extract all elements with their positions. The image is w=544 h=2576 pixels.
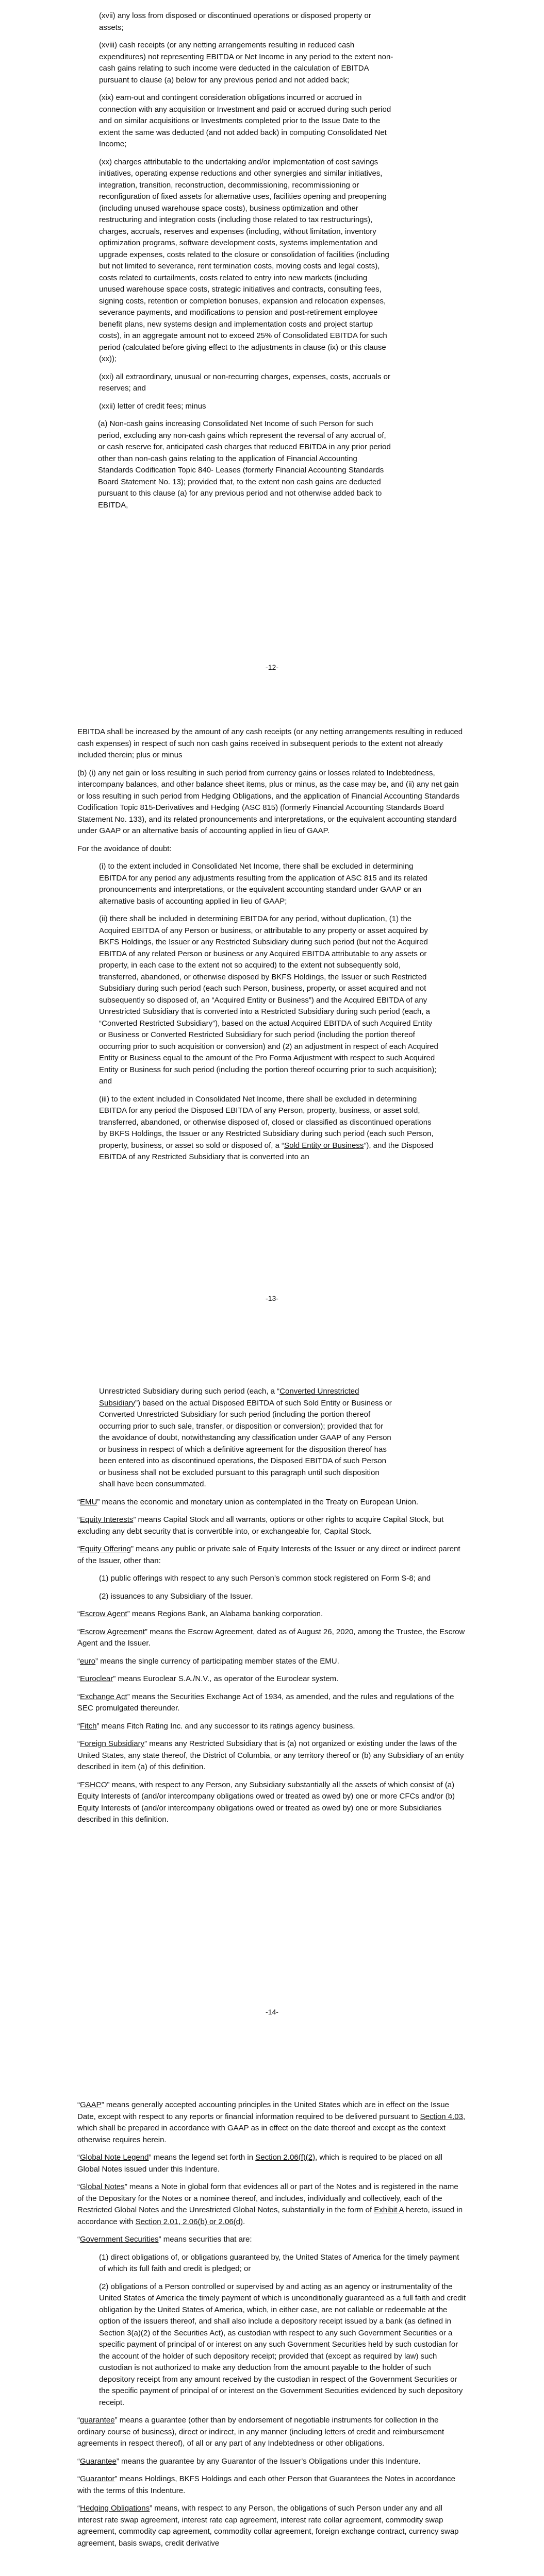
def-escrow-agent: “Escrow Agent” means Regions Bank, an Alabama banking corporation. (77, 1609, 323, 1618)
gov-securities-1: (1) direct obligations of, or obligations guaranteed by, the United States of America for the timely payment of which its full faith and credit is pledged; or (99, 2252, 459, 2273)
clause-xx: (xx) charges attributable to the undertaking and/or implementation of cost savings initiatives, operating expense reductions and other synergies and similar initiatives, integration, transition, reconstruction, decommissioning, recommissioning or reconfiguration of fixed assets for alternative uses, facilities opening and preopening (including unused warehouse space costs), business optimization and other restructuring and integration costs (including those related to tax restructurings), charges, accruals, reserves and expenses (including, without limitation, inventory optimization programs, software development costs, systems implementation and upgrade expenses, costs related to the closure or consolidation of facilities (including but not limited to severance, rent termination costs, moving costs and legal costs), costs related to curtailments, costs related to entry into new markets (including unused warehouse space costs, strategic initiatives and contracts, consulting fees, signing costs, retention or completion bonuses, expansion and relocation expenses, severance payments, and modifications to pension and post-retirement employee benefit plans, new systems design and implementation costs and project startup costs), in an aggregate amount not to exceed 25% of Consolidated EBITDA for such period (calculated before giving effect to the adjustments in clause (ix) or this clause (xx)); (99, 157, 389, 363)
term-equity-offering: Equity Offering (80, 1545, 131, 1553)
def-gaap-start: ” means generally accepted accounting principles in the United States which are in effect on the Issue Date, except with respect to any reports or financial information required to be delivered pursuant to (77, 2100, 449, 2121)
def-euroclear: “Euroclear” means Euroclear S.A./N.V., as operator of the Euroclear system. (77, 1674, 339, 1683)
equity-offering-2: (2) issuances to any Subsidiary of the Issuer. (99, 1591, 253, 1601)
clause-xxii: (xxii) letter of credit fees; minus (99, 401, 206, 411)
def-gn-start: ” means a Note in global form that evidences all or part of the Notes and is registered in the name of the Depositary for the Notes or a nominee thereof, and includes, individually and collectively, each of the Restricted Global Notes and the Unrestricted Global Notes, substantially in the form of (77, 2182, 458, 2214)
clause-xviii: (xviii) cash receipts (or any netting arrangements resulting in reduced cash expenditures) not representing EBITDA or Net Income in any period to the extent non-cash gains relating to such income were deducted in the calculation of EBITDA pursuant to clause (a) below for any previous period and not added back; (99, 41, 393, 84)
def-fshco: “FSHCO” means, with respect to any Person, any Subsidiary substantially all the assets of which consist of (a) Equity Interests of (and/or intercompany obligations owed or treated as owed by) one or more CFCs and/or (b) Equity Interests of (and/or intercompany obligations owed or treated as owed by) one or more Subsidiaries described in this definition. (77, 1780, 455, 1824)
def-equity-offering: “Equity Offering” means any public or private sale of Equity Interests of the Issuer or any direct or indirect parent of the Issuer, other than: (77, 1545, 460, 1565)
def-guarantor-text: ” means Holdings, BKFS Holdings and each other Person that Guarantees the Notes in accordance with the terms of this Indenture. (77, 2475, 455, 2495)
def-escrow-agent-text: ” means Regions Bank, an Alabama banking corporation. (127, 1609, 323, 1618)
page-13 (0, 726, 544, 1170)
def-euro-text: ” means the single currency of participating member states of the EMU. (95, 1656, 339, 1666)
def-guarantee: “Guarantee” means the guarantee by any Guarantor of the Issuer’s Obligations under this Indenture. (77, 2456, 421, 2466)
def-exchange-act-text: ” means the Securities Exchange Act of 1934, as amended, and the rules and regulations of the SEC promulgated thereunder. (77, 1692, 454, 1713)
clause-xxi: (xxi) all extraordinary, unusual or non-recurring charges, expenses, costs, accruals or reserves; and (99, 372, 390, 393)
defined-term-converted-unrestricted: Converted Unrestricted Subsidiary (99, 1387, 359, 1408)
page-number-14: -14- (266, 2008, 278, 2016)
clause-iii-start: (iii) to the extent included in Consolidated Net Income, there shall be excluded in determining EBITDA for any period the Disposed EBITDA of any Person, property, business, or asset sold, transferred, abandoned, or otherwise disposed of, closed or classified as discontinued operations by BKFS Holdings, the Issuer or any Restricted Subsidiary during such period (each such Person, property, business, or asset so sold or disposed of, a “ (99, 1094, 434, 1150)
term-escrow-agreement: Escrow Agreement (80, 1627, 145, 1636)
page-number-13: -13- (266, 1294, 278, 1302)
term-fshco: FSHCO (80, 1780, 107, 1789)
def-euroclear-text: ” means Euroclear S.A./N.V., as operator of the Euroclear system. (113, 1674, 339, 1683)
term-guarantee: Guarantee (80, 2456, 117, 2466)
def-foreign-subsidiary-text: ” means any Restricted Subsidiary that is (a) not organized or existing under the laws of the United States, any state thereof, the District of Columbia, or any territory thereof or (b) any Subsidiary of an entity described in item (a) of this definition. (77, 1739, 464, 1771)
term-euroclear: Euroclear (80, 1674, 113, 1683)
def-government-securities: “Government Securities” means securities that are: (77, 2235, 252, 2244)
term-escrow-agent: Escrow Agent (80, 1609, 127, 1618)
term-global-note-legend: Global Note Legend (80, 2153, 149, 2162)
def-escrow-agreement: “Escrow Agreement” means the Escrow Agreement, dated as of August 26, 2020, among the Trustee, the Escrow Agent and the Issuer. (77, 1627, 465, 1648)
clause-xix: (xix) earn-out and contingent consideration obligations incurred or accrued in connection with any acquisition or Investment and paid or accrued during such period and on similar acquisitions or Investments completed prior to the Issue Date to the extent the same was deducted (and not added back) in computing Consolidated Net Income; (99, 93, 391, 148)
term-hedging-obligations: Hedging Obligations (80, 2504, 150, 2513)
def-global-note-legend: “Global Note Legend” means the legend set forth in Section 2.06(f)(2), which is required to be placed on all Global Notes issued under this Indenture. (77, 2153, 442, 2174)
term-guarantee-lower: guarantee (80, 2416, 115, 2425)
ref-section-4-03: Section 4.03 (420, 2112, 463, 2121)
term-government-securities: Government Securities (80, 2235, 159, 2244)
clause-ii: (ii) there shall be included in determining EBITDA for any period, without duplication, (1) the Acquired EBITDA of any Person or business, or attributable to any property or asset acquired by BKFS Holdings, the Issuer or any Restricted Subsidiary during such period (but not the Acquired EBITDA of any related Person or business or any Acquired EBITDA attributable to any assets or property, in each case to the extent not so acquired) to the extent not subsequently sold, transferred, abandoned, or otherwise disposed by BKFS Holdings, the Issuer or such Restricted Subsidiary during such period (each such Person, business, property, or asset acquired and not subsequently so disposed of, an “Acquired Entity or Business”) and the Acquired EBITDA of any Unrestricted Subsidiary that is converted into a Restricted Subsidiary during such period (each, a “Converted Restricted Subsidiary”), based on the actual Acquired EBITDA of such Acquired Entity or Business or Converted Restricted Subsidiary for such period (including the portion thereof occurring prior to such acquisition or conversion) and (2) an adjustment in respect of each Acquired Entity or Business equal to the amount of the Pro Forma Adjustment with respect to such Acquired Entity or Business for such period (including the portion thereof occurring prior to such acquisition); and (99, 914, 438, 1086)
def-hedging-obligations: “Hedging Obligations” means, with respect to any Person, the obligations of such Person under any and all interest rate swap agreement, interest rate cap agreement, interest rate collar agreement, commodity swap agreement, commodity cap agreement, commodity collar agreement, foreign exchange contract, currency swap agreement, basis swaps, credit derivative (77, 2504, 459, 2548)
def-guarantee-text: ” means the guarantee by any Guarantor of the Issuer’s Obligations under this Indenture. (116, 2456, 421, 2466)
term-exchange-act: Exchange Act (80, 1692, 127, 1701)
def-emu-text: ” means the economic and monetary union as contemplated in the Treaty on European Union. (97, 1497, 419, 1506)
term-equity-interests: Equity Interests (80, 1515, 134, 1524)
def-hedging-text: ” means, with respect to any Person, the obligations of such Person under any and all interest rate swap agreement, interest rate cap agreement, interest rate collar agreement, commodity swap agreement, commodity cap agreement, commodity collar agreement, foreign exchange contract, currency swap agreement, basis swaps, credit derivative (77, 2504, 459, 2548)
ref-sections-2-01: Section 2.01, 2.06(b) or 2.06(d) (135, 2217, 243, 2226)
def-guarantor: “Guarantor” means Holdings, BKFS Holdings and each other Person that Guarantees the Notes in accordance with the terms of this Indenture. (77, 2475, 455, 2495)
continued-paragraph (0, 1386, 544, 1490)
term-foreign-subsidiary: Foreign Subsidiary (80, 1739, 145, 1748)
def-guarantee-lower-text: ” means a guarantee (other than by endorsement of negotiable instruments for collection in the ordinary course of business), direct or indirect, in any manner (including letters of credit and reimbursement agreements in respect thereof), of all or any part of any Indebtedness or other obligations. (77, 2416, 444, 2448)
term-emu: EMU (80, 1497, 97, 1506)
avoidance-heading: For the avoidance of doubt: (77, 844, 172, 853)
def-guarantee-lower: “guarantee” means a guarantee (other than by endorsement of negotiable instruments for collection in the ordinary course of business), direct or indirect, in any manner (including letters of credit and reimbursement agreements in respect thereof), of all or any part of any Indebtedness or other obligations. (77, 2416, 444, 2448)
term-gaap: GAAP (80, 2100, 102, 2109)
term-guarantor: Guarantor (80, 2475, 115, 2483)
clause-xvii: (xvii) any loss from disposed or discontinued operations or disposed property or assets; (99, 11, 371, 32)
def-gaap-end: , which shall be prepared in accordance with GAAP as in effect on the date thereof and except as the context otherwise requires herein. (77, 2112, 466, 2144)
def-equity-offering-text: ” means any public or private sale of Equity Interests of the Issuer or any direct or indirect parent of the Issuer, other than: (77, 1545, 460, 1565)
def-gnl-end: , which is required to be placed on all Global Notes issued under this Indenture. (77, 2153, 442, 2174)
clause-iii (0, 1094, 544, 1163)
term-fitch: Fitch (80, 1721, 97, 1731)
def-fshco-text: ” means, with respect to any Person, any Subsidiary substantially all the assets of which consist of (a) Equity Interests of (and/or intercompany obligations owed or treated as owed by) one or more CFCs and/or (b) Equity Interests of (and/or intercompany obligations owed or treated as owed by) one or more Subsidiaries described in this definition. (77, 1780, 455, 1824)
term-euro: euro (80, 1656, 96, 1666)
def-gn-mid: hereto, issued in accordance with (77, 2206, 463, 2226)
clause-iii-end: ”), and the Disposed EBITDA of any Restricted Subsidiary that is converted into an (99, 1141, 434, 1161)
def-gn-end: . (243, 2217, 245, 2226)
term-global-notes: Global Notes (80, 2182, 125, 2191)
def-global-notes: “Global Notes” means a Note in global form that evidences all or part of the Notes and is registered in the name of the Depositary for the Notes or a nominee thereof, and includes, individually and collectively, each of the Restricted Global Notes and the Unrestricted Global Notes, substantially in the form of Exhibit A hereto, issued in accordance with Section 2.01, 2.06(b) or 2.06(d). (77, 2182, 463, 2226)
def-euro: “euro” means the single currency of participating member states of the EMU. (77, 1656, 339, 1666)
def-escrow-agreement-text: ” means the Escrow Agreement, dated as of August 26, 2020, among the Trustee, the Escrow Agent and the Issuer. (77, 1627, 465, 1648)
defined-term-sold-entity: Sold Entity or Business (284, 1141, 364, 1150)
def-gnl-start: ” means the legend set forth in (149, 2153, 256, 2162)
ebitda-lead: EBITDA shall be increased by the amount of any cash receipts (or any netting arrangements resulting in reduced cash expenses) in respect of such non cash gains received in subsequent periods to the extent not already included therein; plus or minus (77, 727, 463, 759)
ref-section-2-06-f-2: Section 2.06(f)(2) (255, 2153, 316, 2162)
page-14 (0, 1386, 544, 1832)
clause-a: (a) Non-cash gains increasing Consolidated Net Income of such Person for such period, excluding any non-cash gains which represent the reversal of any accrual of, or cash reserve for, anticipated cash charges that reduced EBITDA in any prior period other than non-cash gains relating to the application of Financial Accounting Standards Codification Topic 840- Leases (formerly Financial Accounting Standards Board Statement No. 13); provided that, to the extent non cash gains are deducted pursuant to this clause (a) for any previous period and not otherwise added back to EBITDA, (98, 419, 391, 510)
page-number-12: -12- (266, 663, 278, 671)
equity-offering-1: (1) public offerings with respect to any such Person’s common stock registered on Form S-8; and (99, 1574, 431, 1583)
def-exchange-act: “Exchange Act” means the Securities Exchange Act of 1934, as amended, and the rules and regulations of the SEC promulgated thereunder. (77, 1692, 454, 1713)
clause-b: (b) (i) any net gain or loss resulting in such period from currency gains or losses related to Indebtedness, intercompany balances, and other balance sheet items, plus or minus, as the case may be, and (ii) any net gain or loss resulting in such period from Hedging Obligations, and the application of Financial Accounting Standards Codification Topic 815-Derivatives and Hedging (ASC 815) (formerly Financial Accounting Standards Board Statement No. 133), and its related pronouncements and interpretations, or the equivalent accounting standard under GAAP or an alternative basis of accounting applied in lieu of GAAP. (77, 768, 460, 835)
page-15 (0, 2099, 544, 2555)
def-gs-text: ” means securities that are: (158, 2235, 252, 2244)
def-equity-interests-text: ” means Capital Stock and all warrants, options or other rights to acquire Capital Stock, but excluding any debt security that is convertible into, or exchangeable for, Capital Stock. (77, 1515, 444, 1536)
def-fitch: “Fitch” means Fitch Rating Inc. and any successor to its ratings agency business. (77, 1721, 355, 1731)
gov-securities-2: (2) obligations of a Person controlled or supervised by and acting as an agency or instrumentality of the United States of America the timely payment of which is unconditionally guaranteed as a full faith and credit obligation by the United States of America, which, in either case, are not callable or redeemable at the option of the issuers thereof, and shall also include a depository receipt issued by a bank (as defined in Section 3(a)(2) of the Securities Act), as custodian with respect to any such Government Securities or a specific payment of principal of or interest on any such Government Securities held by such custodian for the account of the holder of such depository receipt; provided that (except as required by law) such custodian is not authorized to make any deduction from the amount payable to the holder of such depository receipt from any amount received by the custodian in respect of the Government Securities or the specific payment of principal of or interest on the Government Securities evidenced by such depository receipt. (99, 2282, 466, 2407)
def-fitch-text: ” means Fitch Rating Inc. and any successor to its ratings agency business. (96, 1721, 355, 1731)
clause-i: (i) to the extent included in Consolidated Net Income, there shall be excluded in determining EBITDA for any period any adjustments resulting from the application of ASC 815 and its related pronouncements and interpretations, or the equivalent accounting standard under GAAP or an alternative basis of accounting applied in lieu of GAAP; (99, 862, 428, 906)
continued-end: ”) based on the actual Disposed EBITDA of such Sold Entity or Business or Converted Unrestricted Subsidiary for such period (including the portion thereof occurring prior to such sale, transfer, or disposition or conversion); provided that for the avoidance of doubt, notwithstanding any classification under GAAP of any Person or business in respect of which a definitive agreement for the disposition thereof has been entered into as discontinued operations, the Disposed EBITDA of such Person or business shall not be excluded pursuant to this paragraph until such disposition shall have been consummated. (99, 1398, 392, 1488)
def-foreign-subsidiary: “Foreign Subsidiary” means any Restricted Subsidiary that is (a) not organized or existing under the laws of the United States, any state thereof, the District of Columbia, or any territory thereof or (b) any Subsidiary of an entity described in item (a) of this definition. (77, 1739, 464, 1771)
def-gaap: “GAAP” means generally accepted accounting principles in the United States which are in effect on the Issue Date, except with respect to any reports or financial information required to be delivered pursuant to Section 4.03, which shall be prepared in accordance with GAAP as in effect on the date thereof and except as the context otherwise requires herein. (77, 2100, 466, 2144)
page-12 (0, 10, 544, 517)
def-emu: “EMU” means the economic and monetary union as contemplated in the Treaty on European Union. (77, 1497, 419, 1506)
ref-exhibit-a: Exhibit A (374, 2206, 404, 2214)
continued-start: Unrestricted Subsidiary during such period (each, a “ (99, 1387, 280, 1396)
def-equity-interests: “Equity Interests” means Capital Stock and all warrants, options or other rights to acquire Capital Stock, but excluding any debt security that is convertible into, or exchangeable for, Capital Stock. (77, 1515, 444, 1536)
